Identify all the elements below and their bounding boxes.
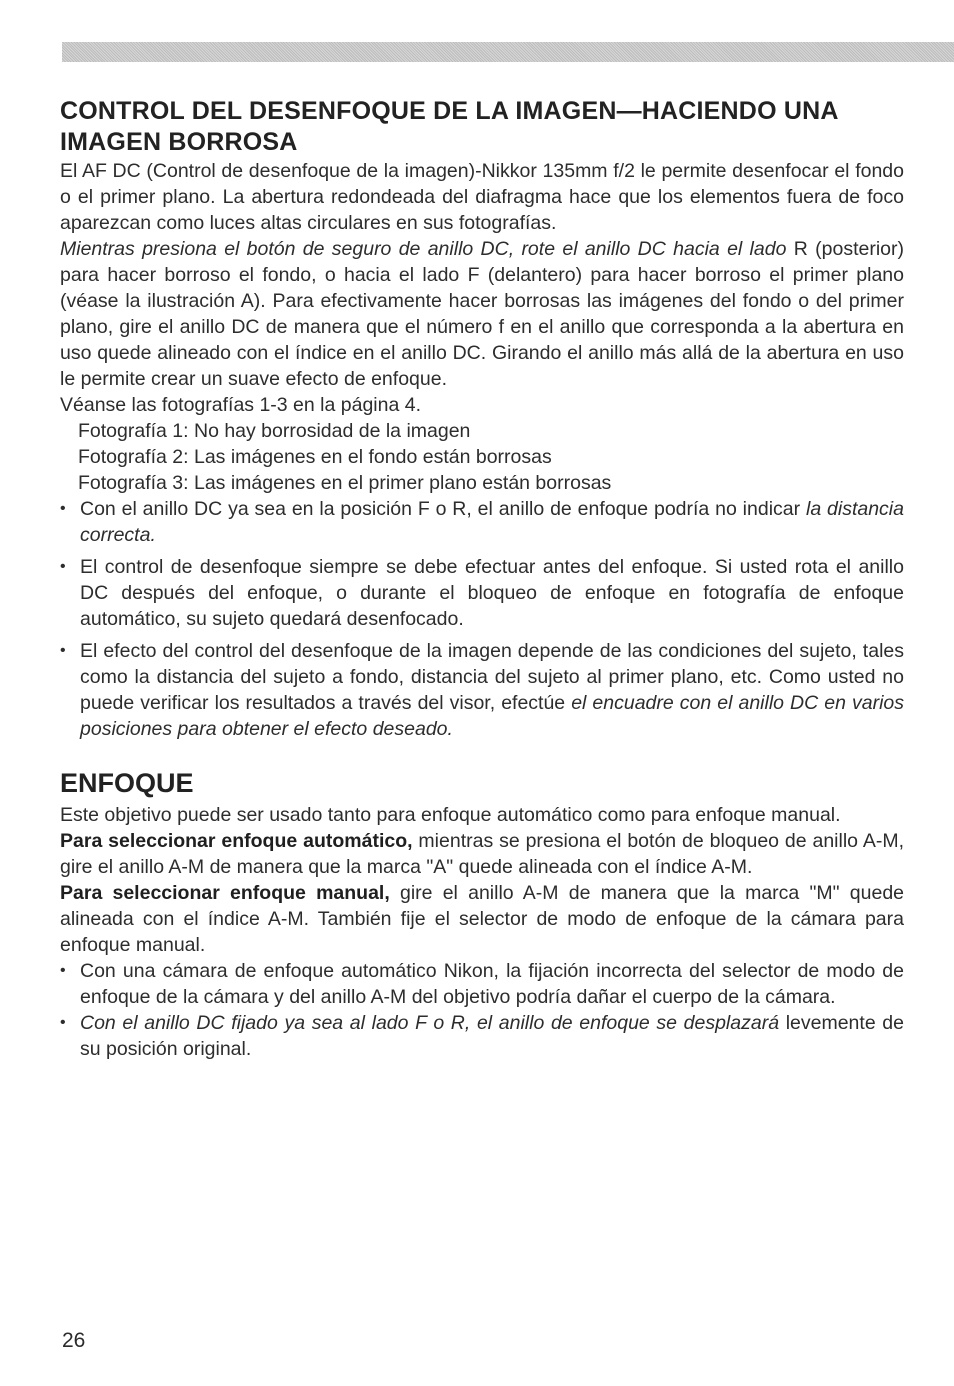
bullet-item bbox=[60, 1010, 904, 1062]
text: El efecto del control del desenfoque de la imagen depende de las condiciones del sujeto, tales como la distancia del sujeto a fondo, distancia del sujeto al primer plano, etc. Como usted no puede verificar los resultados a través del visor, efectúe bbox=[80, 640, 904, 714]
paragraph bbox=[60, 828, 904, 880]
italic-text: Con el anillo DC fijado ya sea al lado F o R, el anillo de enfoque se desplazará bbox=[80, 1012, 780, 1034]
bullet-item: • Con una cámara de enfoque automático Nikon, la fijación incorrecta del selector de modo de enfoque de la cámara y del anillo A-M del objetivo podría dañar el cuerpo de la cámara. bbox=[60, 958, 904, 1010]
bullet-item: • El control de desenfoque siempre se debe efectuar antes del enfoque. Si usted rota el anillo DC después del enfoque, o durante el bloqueo de enfoque en fotografía de enfoque automático, su sujeto quedará desenfocado. bbox=[60, 554, 904, 632]
photo-item: Fotografía 3: Las imágenes en el primer plano están borrosas bbox=[78, 472, 612, 494]
italic-text: Mientras presiona el botón de seguro de anillo DC, rote el anillo DC hacia el lado bbox=[60, 238, 787, 260]
bullet-item bbox=[60, 496, 904, 548]
photo-item: Fotografía 1: No hay borrosidad de la imagen bbox=[78, 420, 471, 442]
paragraph bbox=[60, 236, 904, 392]
photo-item: Fotografía 2: Las imágenes en el fondo están borrosas bbox=[78, 446, 552, 468]
bold-text: Para seleccionar enfoque automático, bbox=[60, 830, 413, 852]
text: Con el anillo DC ya sea en la posición F o R, el anillo de enfoque podría no indicar bbox=[80, 498, 806, 520]
paragraph: Este objetivo puede ser usado tanto para enfoque automático como para enfoque manual. bbox=[60, 804, 841, 826]
section-title-desenfoque: CONTROL DEL DESENFOQUE DE LA IMAGEN—HACIENDO UNA IMAGEN BORROSA bbox=[60, 97, 838, 156]
italic-text: el encuadre con el anillo DC en varios posiciones para obtener el efecto deseado. bbox=[80, 692, 904, 740]
text: levemente de su posición original. bbox=[80, 1012, 904, 1060]
italic-text: la distancia correcta. bbox=[80, 498, 904, 546]
text: mientras se presiona el botón de bloqueo de anillo A-M, gire el anillo A-M de manera que la marca "A" quede alineada con el índice A-M. bbox=[60, 830, 904, 878]
paragraph bbox=[60, 880, 904, 958]
section-title-enfoque: ENFOQUE bbox=[60, 768, 194, 798]
paragraph: El AF DC (Control de desenfoque de la imagen)-Nikkor 135mm f/2 le permite desenfocar el fondo o el primer plano. La abertura redondeada del diafragma hace que los elementos fuera de foco aparezcan como luces altas circulares en sus fotografías. bbox=[60, 160, 904, 234]
text: gire el anillo A-M de manera que la marca "M" quede alineada con el índice A-M. También fije el selector de modo de enfoque de la cámara para enfoque manual. bbox=[60, 882, 905, 956]
paragraph: Véanse las fotografías 1-3 en la página 4. bbox=[60, 394, 421, 416]
page-content bbox=[60, 96, 904, 1062]
header-bar bbox=[62, 42, 954, 62]
text: R (posterior) para hacer borroso el fondo, o hacia el lado F (delantero) para hacer borroso el primer plano (véase la ilustración A). Para efectivamente hacer borrosas las imágenes del fondo o del primer plano, gire el anillo DC de manera que el número f en el anillo que corresponda a la abertura en uso quede alineado con el índice en el anillo DC. Girando el anillo más allá de la abertura en uso le permite crear un suave efecto de enfoque. bbox=[60, 238, 904, 390]
bullet-item bbox=[60, 638, 904, 742]
page-number: 26 bbox=[62, 1329, 86, 1352]
bold-text: Para seleccionar enfoque manual, bbox=[60, 882, 390, 904]
